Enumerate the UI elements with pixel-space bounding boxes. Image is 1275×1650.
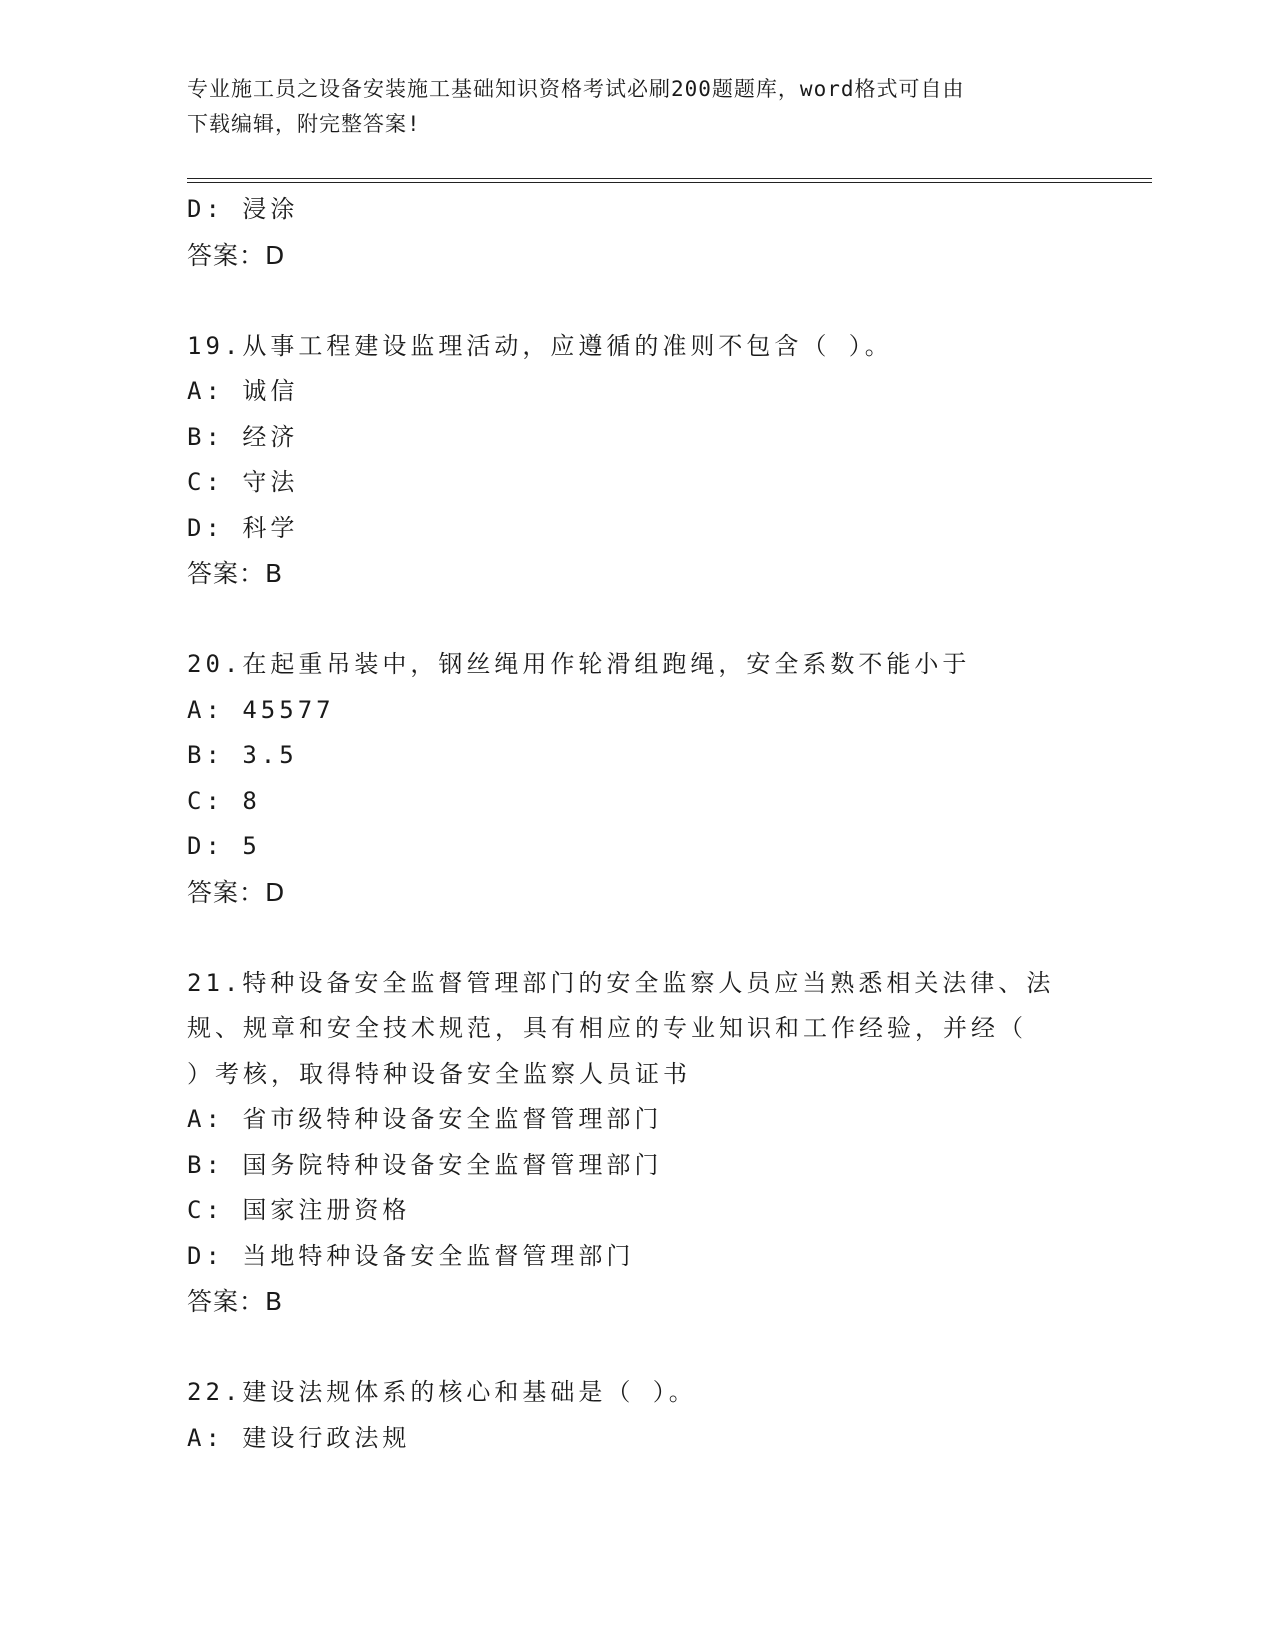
option-b: B: 经济	[187, 422, 299, 451]
spacer	[187, 278, 1087, 324]
header-rule-top	[187, 178, 1152, 179]
header-rule-bottom	[187, 182, 1152, 183]
spacer	[187, 1325, 1087, 1371]
question-list	[187, 187, 1087, 1461]
question-stem: 22.建设法规体系的核心和基础是（ ）。	[187, 1378, 697, 1406]
document-header	[187, 72, 1067, 142]
option-b: B: 国务院特种设备安全监督管理部门	[187, 1150, 663, 1179]
header-line-2: 下载编辑，附完整答案!	[187, 112, 421, 136]
option-a: A: 省市级特种设备安全监督管理部门	[187, 1105, 663, 1133]
question-stem: 20.在起重吊装中，钢丝绳用作轮滑组跑绳，安全系数不能小于	[187, 650, 971, 678]
prev-option-d: D: 浸涂	[187, 195, 299, 223]
question-20	[187, 642, 1087, 915]
option-c: C: 8	[187, 786, 261, 815]
question-stem-line-2: 规、规章和安全技术规范，具有相应的专业知识和工作经验，并经（	[187, 1014, 1027, 1042]
question-stem-line-1: 21.特种设备安全监督管理部门的安全监察人员应当熟悉相关法律、法	[187, 968, 1055, 997]
header-line-1: 专业施工员之设备安装施工基础知识资格考试必刷200题题库，word格式可自由	[187, 77, 965, 101]
question-19	[187, 324, 1087, 597]
option-c: C: 守法	[187, 468, 299, 496]
spacer	[187, 597, 1087, 643]
spacer	[187, 915, 1087, 961]
option-a: A: 45577	[187, 695, 335, 724]
option-d: D: 5	[187, 832, 261, 860]
question-stem: 19.从事工程建设监理活动，应遵循的准则不包含（ ）。	[187, 331, 893, 360]
option-d: D: 当地特种设备安全监督管理部门	[187, 1241, 635, 1270]
answer: 答案：B	[187, 1287, 284, 1316]
question-21	[187, 961, 1087, 1325]
option-a: A: 诚信	[187, 377, 299, 405]
prev-answer: 答案：D	[187, 240, 286, 270]
option-c: C: 国家注册资格	[187, 1196, 411, 1224]
question-stem-line-3: ）考核，取得特种设备安全监察人员证书	[187, 1059, 691, 1088]
answer: 答案：D	[187, 877, 286, 907]
answer: 答案：B	[187, 559, 284, 588]
option-a: A: 建设行政法规	[187, 1423, 411, 1452]
option-d: D: 科学	[187, 513, 299, 542]
question-22	[187, 1370, 1087, 1461]
option-b: B: 3.5	[187, 741, 298, 769]
